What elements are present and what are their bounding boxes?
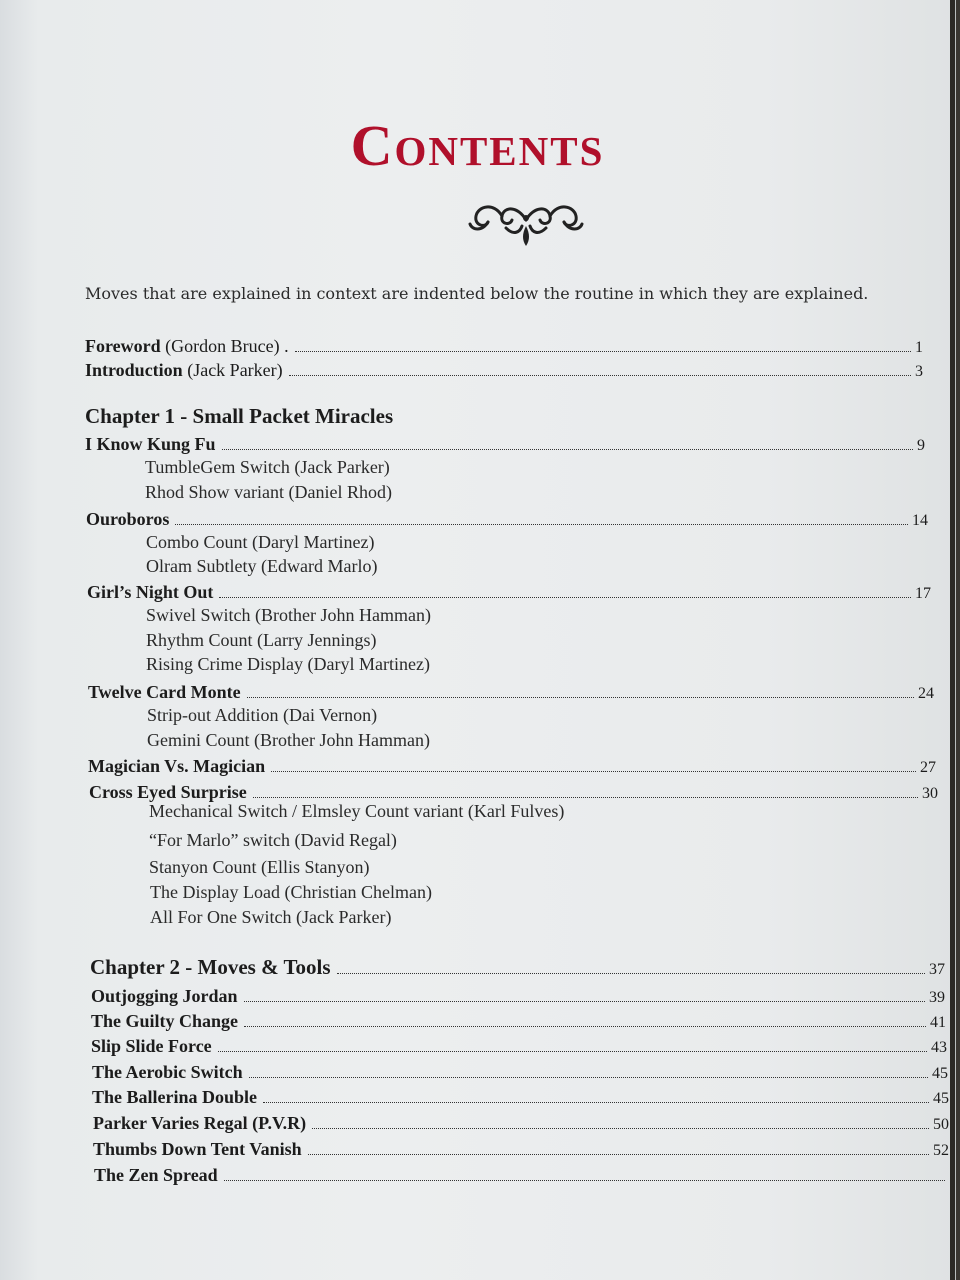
entry-title: Outjogging Jordan (91, 986, 238, 1006)
entry-author: (Jack Parker) (187, 360, 283, 380)
entry-title: Twelve Card Monte (88, 682, 241, 702)
dot-leader (312, 1128, 929, 1129)
page-number: 41 (930, 1014, 946, 1031)
entry-title: Cross Eyed Surprise (89, 782, 247, 802)
toc-entry[interactable] (86, 509, 928, 530)
entry-title: The Zen Spread (94, 1165, 218, 1185)
dot-leader (253, 797, 918, 798)
page-number: 43 (931, 1039, 947, 1056)
move-item: Rhythm Count (Larry Jennings) (146, 630, 377, 650)
page-number: 3 (915, 363, 923, 380)
page-number: 9 (917, 437, 925, 454)
toc-entry[interactable] (94, 1165, 949, 1186)
toc-entry[interactable] (92, 1087, 949, 1108)
toc-entry-foreword[interactable] (85, 336, 923, 357)
toc-entry[interactable] (88, 756, 936, 777)
toc-entry[interactable] (92, 1062, 948, 1083)
toc-entry[interactable] (89, 782, 938, 803)
page-number: 37 (929, 961, 945, 978)
toc-entry-introduction[interactable] (85, 360, 923, 381)
page-edge-shadow (950, 0, 955, 1280)
page-number: 45 (933, 1090, 949, 1107)
toc-entry[interactable] (93, 1139, 949, 1160)
page-number: 17 (915, 585, 931, 602)
move-item: Combo Count (Daryl Martinez) (146, 532, 375, 552)
chapter-2-heading: Chapter 2 - Moves & Tools (90, 955, 331, 979)
move-item: Rising Crime Display (Daryl Martinez) (146, 654, 430, 674)
toc-entry[interactable] (93, 1113, 949, 1134)
move-item: Stanyon Count (Ellis Stanyon) (149, 857, 370, 877)
entry-title: The Guilty Change (91, 1011, 239, 1031)
dot-leader (249, 1077, 928, 1078)
dot-leader (224, 1180, 945, 1181)
move-item: TumbleGem Switch (Jack Parker) (145, 457, 390, 477)
entry-title: The Aerobic Switch (92, 1062, 243, 1082)
dot-leader (175, 524, 908, 525)
entry-title: Parker Varies Regal (P.V.R) (93, 1113, 307, 1133)
page-number: 14 (912, 512, 928, 529)
page-number: 1 (915, 339, 923, 356)
toc-entry[interactable] (85, 434, 925, 455)
page-number: 50 (933, 1116, 949, 1133)
dot-leader (219, 597, 911, 598)
entry-title: Slip Slide Force (91, 1036, 212, 1056)
intro-note: Moves that are explained in context are indented below the routine in which they are explained. (85, 284, 869, 303)
entry-title: The Ballerina Double (92, 1087, 258, 1107)
move-item: “For Marlo” switch (David Regal) (149, 830, 397, 850)
move-item: Strip-out Addition (Dai Vernon) (147, 705, 378, 725)
toc-entry[interactable] (91, 1011, 946, 1032)
entry-title: Introduction (85, 360, 183, 380)
dot-leader (337, 973, 925, 974)
toc-entry[interactable] (91, 1036, 947, 1057)
page-number: 45 (932, 1065, 948, 1082)
dot-leader (295, 351, 911, 352)
dot-leader (244, 1001, 925, 1002)
entry-title: Foreword (85, 336, 161, 356)
page-number: 52 (933, 1142, 949, 1159)
entry-title: Thumbs Down Tent Vanish (93, 1139, 302, 1159)
entry-title: Ouroboros (86, 509, 170, 529)
toc-entry[interactable] (88, 682, 934, 703)
flourish-ornament-icon (466, 196, 586, 248)
move-item: Swivel Switch (Brother John Hamman) (146, 605, 431, 625)
move-item: All For One Switch (Jack Parker) (150, 907, 392, 927)
page-number: 39 (929, 989, 945, 1006)
dot-leader (247, 697, 914, 698)
toc-entry[interactable] (91, 986, 945, 1007)
dot-leader (218, 1051, 927, 1052)
page-number: 27 (920, 759, 936, 776)
move-item: Mechanical Switch / Elmsley Count variant (Karl Fulves) (149, 801, 565, 821)
page-number: 24 (918, 685, 934, 702)
toc-entry[interactable] (87, 582, 931, 603)
move-item: Olram Subtlety (Edward Marlo) (146, 556, 378, 576)
entry-title: Girl’s Night Out (87, 582, 214, 602)
page-number: 30 (922, 785, 938, 802)
dot-leader (308, 1154, 929, 1155)
entry-title: Magician Vs. Magician (88, 756, 266, 776)
move-item: Rhod Show variant (Daniel Rhod) (145, 482, 392, 502)
move-item: Gemini Count (Brother John Hamman) (147, 730, 430, 750)
page-title: Contents (350, 113, 605, 178)
toc-entry-chapter-2[interactable] (90, 955, 945, 980)
dot-leader (289, 375, 911, 376)
dot-leader (244, 1026, 926, 1027)
dot-leader (263, 1102, 929, 1103)
move-item: The Display Load (Christian Chelman) (150, 882, 432, 902)
dot-leader (222, 449, 913, 450)
chapter-1-heading[interactable]: Chapter 1 - Small Packet Miracles (85, 404, 394, 428)
entry-title: I Know Kung Fu (85, 434, 216, 454)
dot-leader (271, 771, 916, 772)
entry-author: (Gordon Bruce) . (165, 336, 289, 356)
